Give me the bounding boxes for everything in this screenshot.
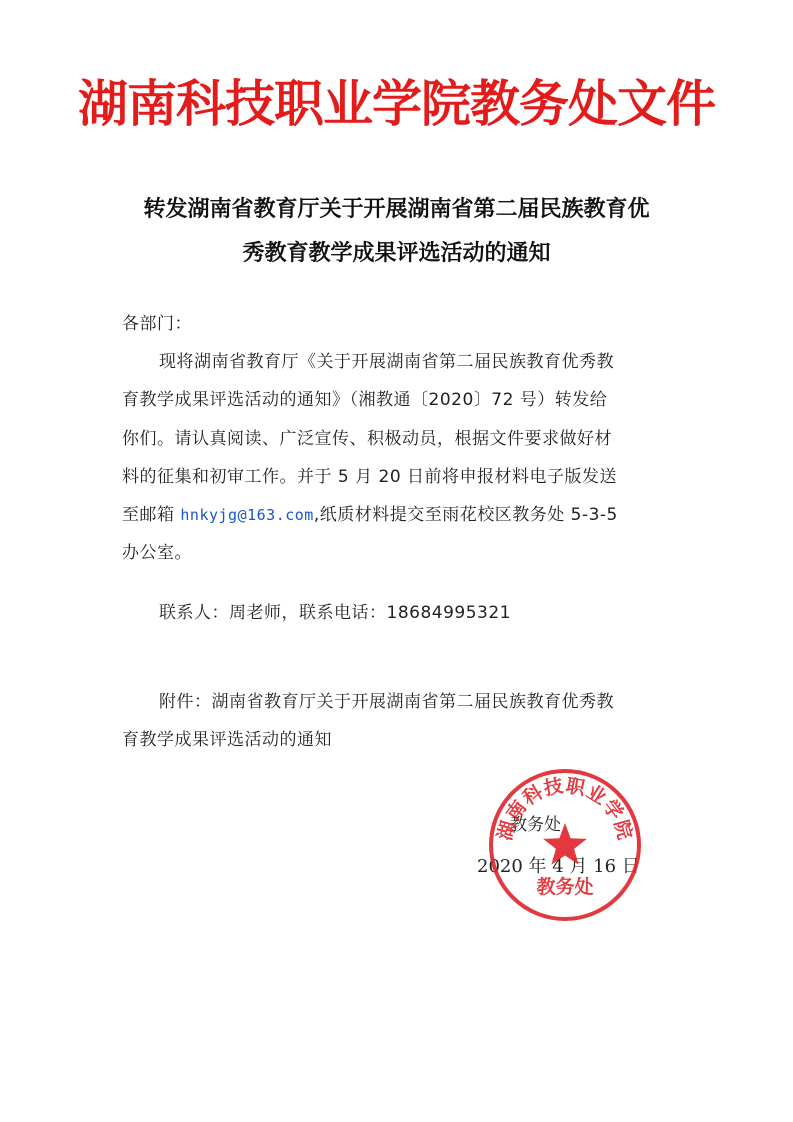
signature-date: 2020 年 4 月 16 日 [477,856,640,877]
document-header-title: 湖南科技职业学院教务处文件 [78,74,715,133]
email-link[interactable]: hnkyjg@163.com [180,506,314,525]
paragraph-line: 料的征集和初审工作。并于 5 月 20 日前将申报材料电子版发送 [122,466,618,487]
seal-star-icon [543,823,587,865]
paragraph-line: 育教学成果评选活动的通知》（湘教通〔2020〕72 号）转发给 [122,390,608,411]
paragraph-line-email [122,496,682,534]
email-suffix: ,纸质材料提交至雨花校区教务处 5-3-5 [313,505,618,526]
notice-title-line-1: 转发湖南省教育厅关于开展湖南省第二届民族教育优 [143,196,650,222]
seal-center-text: 教务处 [536,876,594,898]
contact-info: 联系人：周老师，联系电话：18684995321 [159,603,511,623]
paragraph-line: 你们。请认真阅读、广泛宣传、积极动员，根据文件要求做好材 [122,428,612,449]
signature-office: 教务处 [510,815,561,835]
notice-title-line-2: 秀教育教学成果评选活动的通知 [242,240,551,266]
official-seal [487,767,643,923]
email-prefix: 至邮箱 [122,505,175,526]
salutation: 各部门： [122,314,192,334]
attachment-line-2: 育教学成果评选活动的通知 [122,730,332,751]
notice-title [100,187,693,275]
paragraph-line: 现将湖南省教育厅《关于开展湖南省第二届民族教育优秀教 [159,352,614,372]
main-paragraph [122,343,682,573]
paragraph-line: 办公室。 [122,543,192,564]
attachment-note [122,683,682,760]
seal-arc-text: 湖南科技职业学院 [493,774,637,843]
attachment-line-1: 附件：湖南省教育厅关于开展湖南省第二届民族教育优秀教 [159,692,614,712]
